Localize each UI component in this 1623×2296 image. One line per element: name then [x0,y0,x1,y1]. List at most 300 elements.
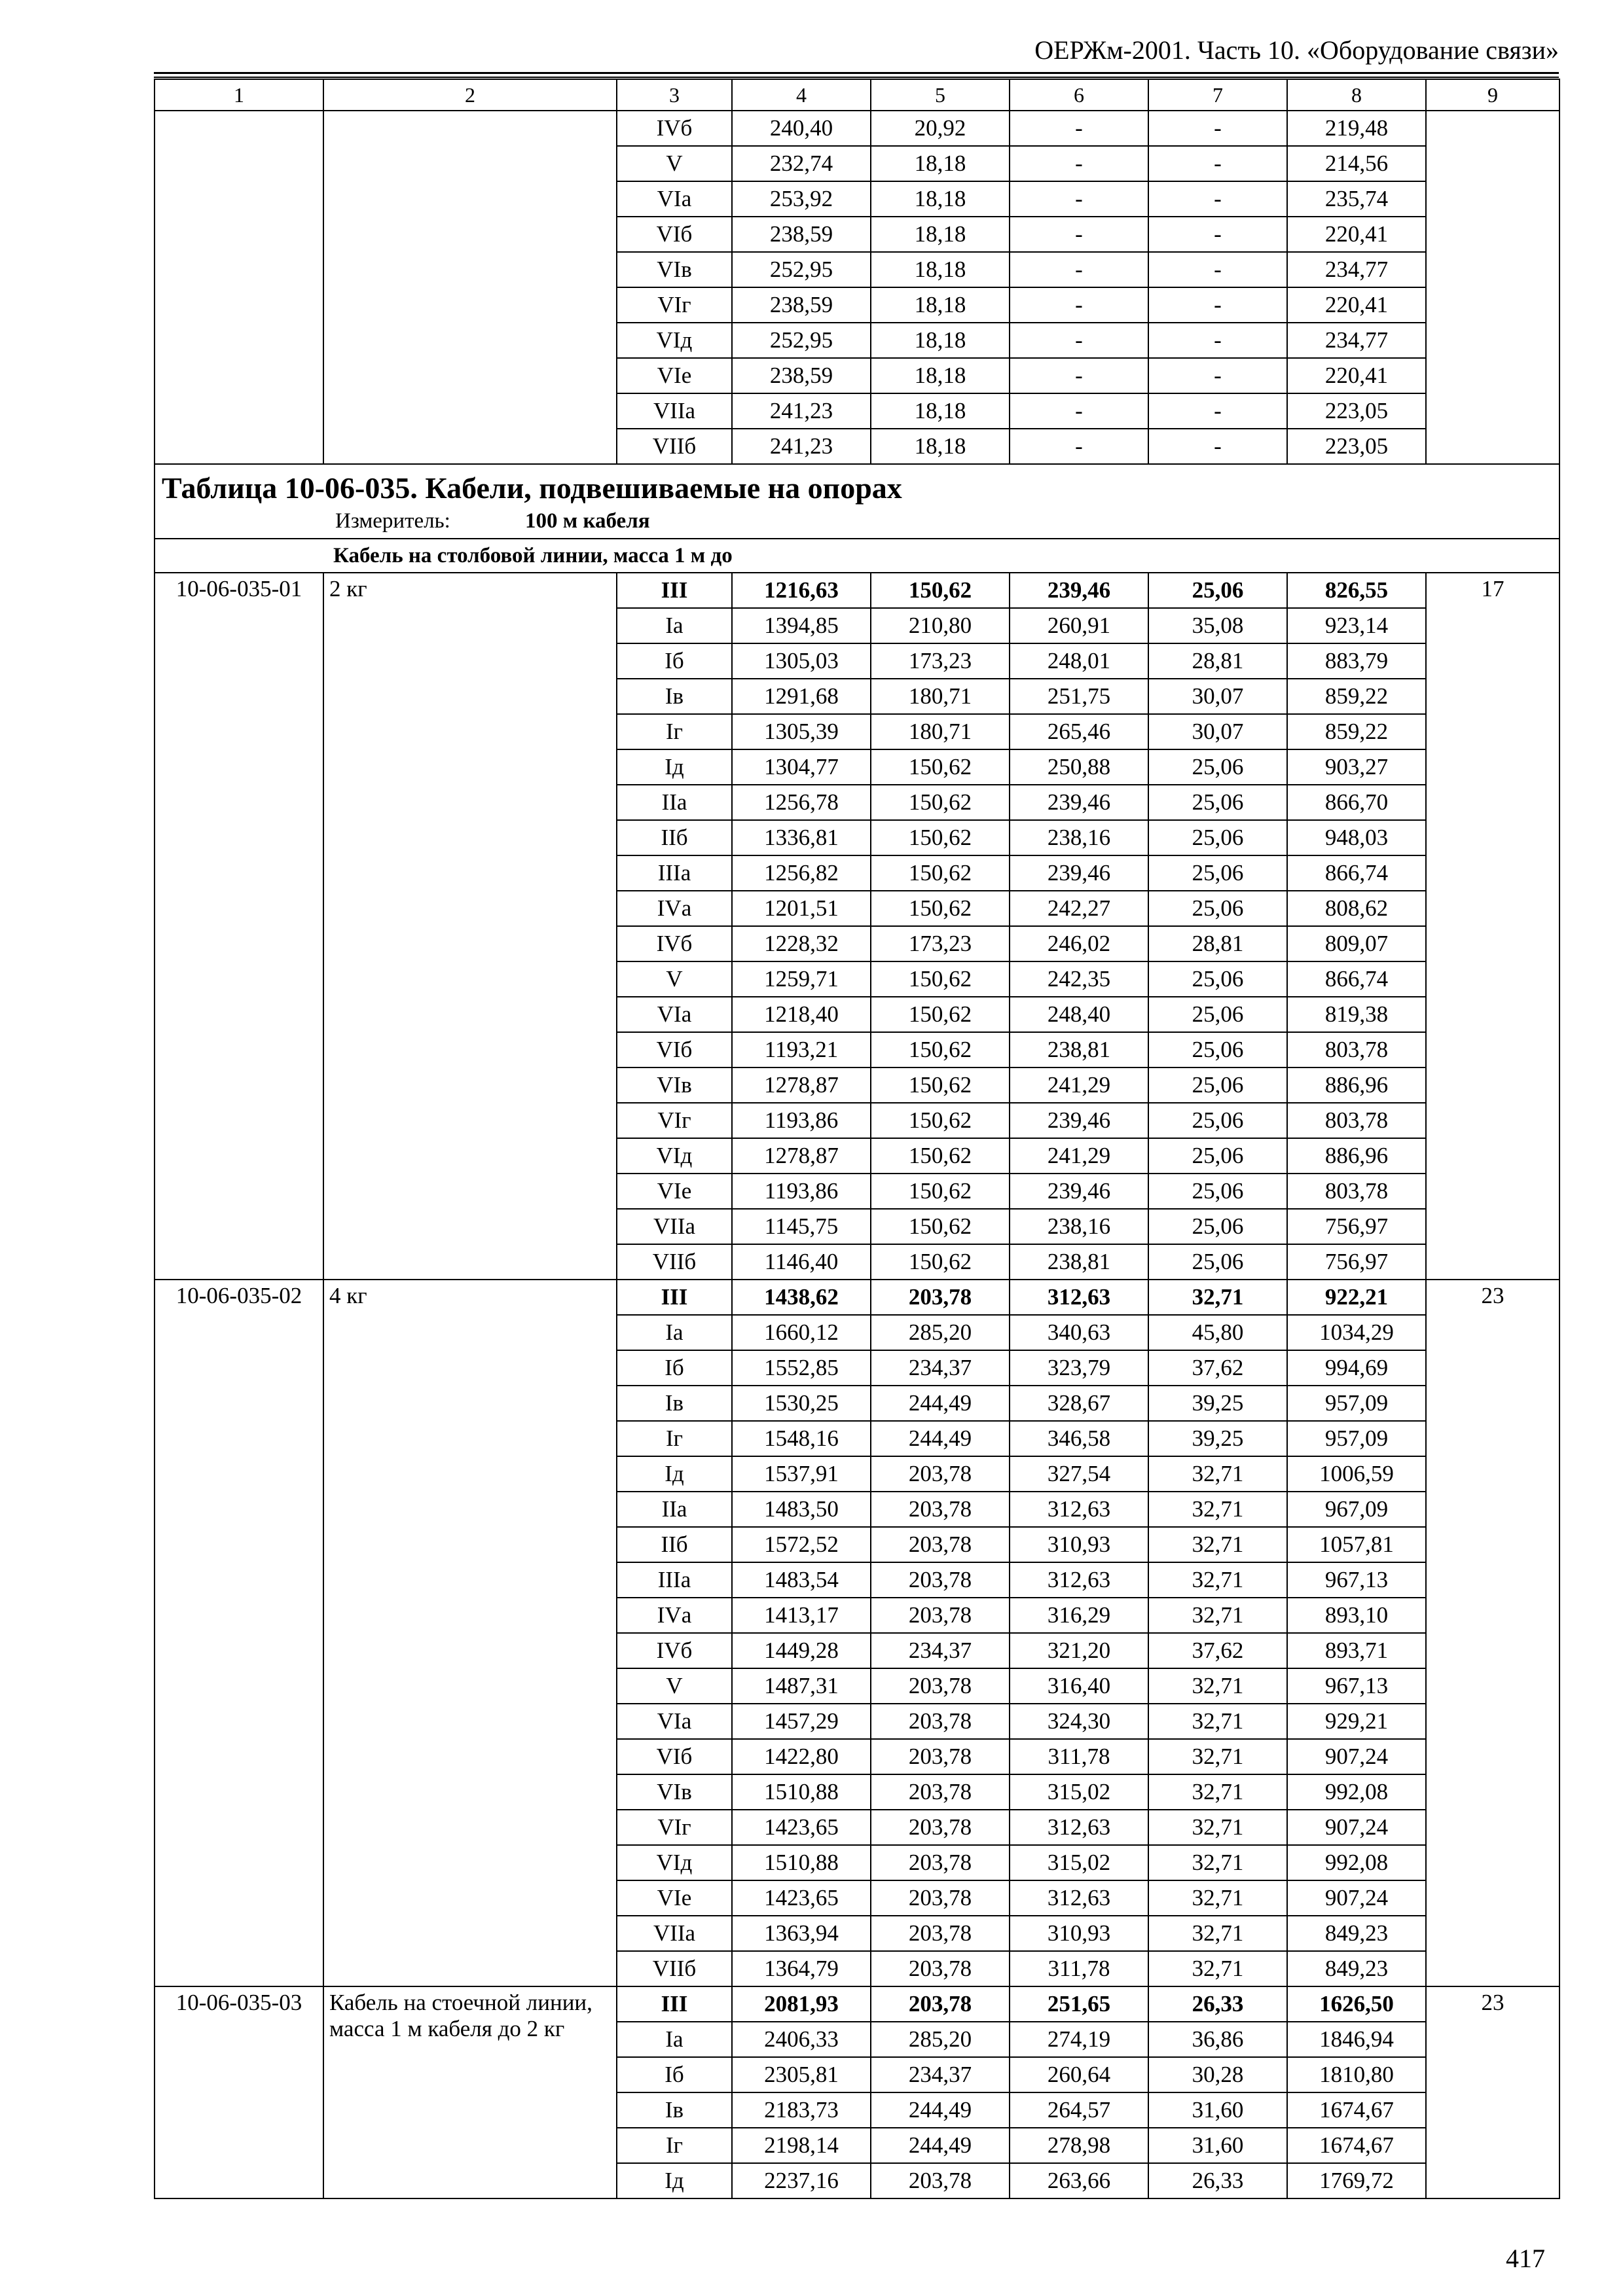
driver-wages-cell: - [1148,252,1287,287]
wages-cell: 203,78 [871,1456,1010,1492]
region-cell: Iд [617,1456,732,1492]
wages-cell: 180,71 [871,679,1010,714]
machine-cost-cell: 312,63 [1010,1880,1148,1916]
wages-cell: 203,78 [871,1810,1010,1845]
direct-cost-cell: 1305,03 [732,643,871,679]
region-cell: IVб [617,1633,732,1668]
driver-wages-cell: 39,25 [1148,1386,1287,1421]
machine-cost-cell: 311,78 [1010,1739,1148,1774]
materials-cell: 948,03 [1287,820,1426,855]
region-cell: IVб [617,111,732,146]
wages-cell: 203,78 [871,1845,1010,1880]
region-cell: VIв [617,252,732,287]
wages-cell: 18,18 [871,217,1010,252]
driver-wages-cell: 32,71 [1148,1774,1287,1810]
driver-wages-cell: 25,06 [1148,1209,1287,1244]
machine-cost-cell: - [1010,429,1148,464]
wages-cell: 203,78 [871,1527,1010,1562]
materials-cell: 907,24 [1287,1739,1426,1774]
materials-cell: 756,97 [1287,1244,1426,1280]
table-title-cell [155,464,1559,539]
materials-cell: 803,78 [1287,1103,1426,1138]
materials-cell: 967,13 [1287,1562,1426,1598]
region-cell: IIа [617,785,732,820]
machine-cost-cell: 340,63 [1010,1315,1148,1350]
materials-cell: 1057,81 [1287,1527,1426,1562]
wages-cell: 203,78 [871,1492,1010,1527]
driver-wages-cell: 28,81 [1148,926,1287,961]
wages-cell: 203,78 [871,1774,1010,1810]
driver-wages-cell: 32,71 [1148,1916,1287,1951]
code-cell [155,111,323,464]
driver-wages-cell: - [1148,217,1287,252]
driver-wages-cell: - [1148,287,1287,323]
region-cell: VIIб [617,1244,732,1280]
measure-label: Измеритель: [335,509,450,533]
machine-cost-cell: 238,81 [1010,1244,1148,1280]
direct-cost-cell: 1413,17 [732,1598,871,1633]
materials-cell: 893,71 [1287,1633,1426,1668]
driver-wages-cell: 37,62 [1148,1350,1287,1386]
materials-cell: 992,08 [1287,1845,1426,1880]
region-cell: VIе [617,358,732,393]
column-number: 1 [155,79,323,111]
wages-cell: 244,49 [871,1421,1010,1456]
materials-cell: 859,22 [1287,714,1426,749]
driver-wages-cell: 32,71 [1148,1951,1287,1986]
wages-cell: 203,78 [871,1562,1010,1598]
materials-cell: 1810,80 [1287,2057,1426,2092]
direct-cost-cell: 1256,82 [732,855,871,891]
driver-wages-cell: - [1148,358,1287,393]
direct-cost-cell: 238,59 [732,358,871,393]
wages-cell: 150,62 [871,855,1010,891]
machine-cost-cell: 239,46 [1010,573,1148,608]
table-title: Таблица 10-06-035. Кабели, подвешиваемые на опорах [162,471,902,505]
region-cell: Iб [617,1350,732,1386]
region-cell: Iг [617,714,732,749]
wages-cell: 20,92 [871,111,1010,146]
wages-cell: 173,23 [871,926,1010,961]
machine-cost-cell: 260,91 [1010,608,1148,643]
wages-cell: 173,23 [871,643,1010,679]
column-number: 2 [323,79,617,111]
region-cell: VIа [617,1704,732,1739]
driver-wages-cell: 25,06 [1148,749,1287,785]
wages-cell: 150,62 [871,1244,1010,1280]
region-cell: VIд [617,1138,732,1174]
machine-cost-cell: 278,98 [1010,2128,1148,2163]
region-cell: IIIа [617,855,732,891]
driver-wages-cell: 32,71 [1148,1527,1287,1562]
materials-cell: 929,21 [1287,1704,1426,1739]
machine-cost-cell: 264,57 [1010,2092,1148,2128]
column-number: 9 [1426,79,1559,111]
wages-cell: 18,18 [871,358,1010,393]
materials-cell: 992,08 [1287,1774,1426,1810]
machine-cost-cell: 239,46 [1010,1103,1148,1138]
driver-wages-cell: - [1148,146,1287,181]
direct-cost-cell: 1660,12 [732,1315,871,1350]
materials-cell: 809,07 [1287,926,1426,961]
machine-cost-cell: 312,63 [1010,1280,1148,1315]
machine-cost-cell: 242,27 [1010,891,1148,926]
driver-wages-cell: 32,71 [1148,1704,1287,1739]
driver-wages-cell: 30,07 [1148,679,1287,714]
driver-wages-cell: 25,06 [1148,891,1287,926]
machine-cost-cell: 246,02 [1010,926,1148,961]
direct-cost-cell: 1193,21 [732,1032,871,1067]
column-number: 8 [1287,79,1426,111]
wages-cell: 18,18 [871,323,1010,358]
machine-cost-cell: - [1010,146,1148,181]
materials-cell: 1769,72 [1287,2163,1426,2198]
direct-cost-cell: 1304,77 [732,749,871,785]
direct-cost-cell: 1537,91 [732,1456,871,1492]
region-cell: VIб [617,217,732,252]
direct-cost-cell: 240,40 [732,111,871,146]
objects-cell [1426,111,1559,464]
machine-cost-cell: 310,93 [1010,1916,1148,1951]
driver-wages-cell: 32,71 [1148,1280,1287,1315]
direct-cost-cell: 1278,87 [732,1067,871,1103]
region-cell: VIIа [617,1916,732,1951]
region-cell: III [617,1280,732,1315]
direct-cost-cell: 1552,85 [732,1350,871,1386]
wages-cell: 18,18 [871,429,1010,464]
region-cell: IIIа [617,1562,732,1598]
materials-cell: 826,55 [1287,573,1426,608]
materials-cell: 907,24 [1287,1810,1426,1845]
driver-wages-cell: 30,07 [1148,714,1287,749]
machine-cost-cell: - [1010,181,1148,217]
machine-cost-cell: 323,79 [1010,1350,1148,1386]
header-rule-thin [154,77,1559,78]
direct-cost-cell: 1364,79 [732,1951,871,1986]
wages-cell: 150,62 [871,1209,1010,1244]
wages-cell: 150,62 [871,1138,1010,1174]
region-cell: VIб [617,1032,732,1067]
wages-cell: 234,37 [871,1350,1010,1386]
materials-cell: 803,78 [1287,1174,1426,1209]
materials-cell: 756,97 [1287,1209,1426,1244]
machine-cost-cell: - [1010,217,1148,252]
wages-cell: 203,78 [871,1598,1010,1633]
machine-cost-cell: 238,16 [1010,820,1148,855]
materials-cell: 994,69 [1287,1350,1426,1386]
region-cell: IIа [617,1492,732,1527]
region-cell: III [617,573,732,608]
driver-wages-cell: 32,71 [1148,1562,1287,1598]
direct-cost-cell: 1278,87 [732,1138,871,1174]
wages-cell: 150,62 [871,1067,1010,1103]
wages-cell: 203,78 [871,2163,1010,2198]
region-cell: Iб [617,2057,732,2092]
region-cell: VIв [617,1774,732,1810]
region-cell: IIб [617,1527,732,1562]
driver-wages-cell: 28,81 [1148,643,1287,679]
materials-cell: 214,56 [1287,146,1426,181]
direct-cost-cell: 1193,86 [732,1174,871,1209]
region-cell: VIе [617,1880,732,1916]
driver-wages-cell: 25,06 [1148,1138,1287,1174]
table-row [155,1280,1559,1315]
machine-cost-cell: 274,19 [1010,2022,1148,2057]
objects-cell: 23 [1426,1280,1559,1986]
materials-cell: 234,77 [1287,323,1426,358]
wages-cell: 203,78 [871,1986,1010,2022]
wages-cell: 150,62 [871,573,1010,608]
wages-cell: 150,62 [871,997,1010,1032]
driver-wages-cell: 25,06 [1148,1032,1287,1067]
direct-cost-cell: 1457,29 [732,1704,871,1739]
materials-cell: 1674,67 [1287,2128,1426,2163]
region-cell: VIв [617,1067,732,1103]
machine-cost-cell: 241,29 [1010,1138,1148,1174]
machine-cost-cell: - [1010,111,1148,146]
machine-cost-cell: 321,20 [1010,1633,1148,1668]
description-cell: 4 кг [323,1280,617,1986]
region-cell: Iд [617,2163,732,2198]
region-cell: V [617,146,732,181]
direct-cost-cell: 1394,85 [732,608,871,643]
region-cell: IIб [617,820,732,855]
wages-cell: 285,20 [871,2022,1010,2057]
materials-cell: 922,21 [1287,1280,1426,1315]
column-number: 3 [617,79,732,111]
direct-cost-cell: 1423,65 [732,1880,871,1916]
objects-cell: 17 [1426,573,1559,1280]
materials-cell: 907,24 [1287,1880,1426,1916]
machine-cost-cell: - [1010,323,1148,358]
machine-cost-cell: 312,63 [1010,1810,1148,1845]
machine-cost-cell: 241,29 [1010,1067,1148,1103]
column-number: 6 [1010,79,1148,111]
wages-cell: 150,62 [871,749,1010,785]
wages-cell: 203,78 [871,1951,1010,1986]
direct-cost-cell: 2305,81 [732,2057,871,2092]
region-cell: VIд [617,323,732,358]
wages-cell: 234,37 [871,1633,1010,1668]
wages-cell: 203,78 [871,1280,1010,1315]
materials-cell: 1034,29 [1287,1315,1426,1350]
driver-wages-cell: 32,71 [1148,1810,1287,1845]
machine-cost-cell: 312,63 [1010,1492,1148,1527]
materials-cell: 893,10 [1287,1598,1426,1633]
direct-cost-cell: 1145,75 [732,1209,871,1244]
direct-cost-cell: 1483,54 [732,1562,871,1598]
wages-cell: 18,18 [871,181,1010,217]
materials-cell: 903,27 [1287,749,1426,785]
driver-wages-cell: 32,71 [1148,1880,1287,1916]
region-cell: V [617,961,732,997]
direct-cost-cell: 2081,93 [732,1986,871,2022]
wages-cell: 203,78 [871,1880,1010,1916]
driver-wages-cell: - [1148,181,1287,217]
table-row [155,1986,1559,2022]
region-cell: VIа [617,181,732,217]
region-cell: III [617,1986,732,2022]
machine-cost-cell: 315,02 [1010,1845,1148,1880]
region-cell: Iа [617,608,732,643]
materials-cell: 235,74 [1287,181,1426,217]
direct-cost-cell: 1438,62 [732,1280,871,1315]
wages-cell: 18,18 [871,393,1010,429]
machine-cost-cell: 310,93 [1010,1527,1148,1562]
region-cell: VIб [617,1739,732,1774]
driver-wages-cell: 35,08 [1148,608,1287,643]
rates-table [154,79,1560,2199]
direct-cost-cell: 1530,25 [732,1386,871,1421]
measure-line [162,508,1552,534]
direct-cost-cell: 1423,65 [732,1810,871,1845]
wages-cell: 18,18 [871,146,1010,181]
direct-cost-cell: 2198,14 [732,2128,871,2163]
region-cell: Iг [617,1421,732,1456]
machine-cost-cell: 250,88 [1010,749,1148,785]
machine-cost-cell: 239,46 [1010,1174,1148,1209]
materials-cell: 866,74 [1287,855,1426,891]
page-number: 417 [1506,2244,1545,2273]
materials-cell: 234,77 [1287,252,1426,287]
region-cell: IVа [617,1598,732,1633]
materials-cell: 886,96 [1287,1138,1426,1174]
region-cell: Iд [617,749,732,785]
machine-cost-cell: 260,64 [1010,2057,1148,2092]
region-cell: Iв [617,679,732,714]
driver-wages-cell: 36,86 [1148,2022,1287,2057]
region-cell: Iа [617,2022,732,2057]
driver-wages-cell: 32,71 [1148,1739,1287,1774]
wages-cell: 150,62 [871,1032,1010,1067]
column-number-row [155,79,1559,111]
table-row [155,111,1559,146]
table-row [155,573,1559,608]
direct-cost-cell: 1216,63 [732,573,871,608]
direct-cost-cell: 2237,16 [732,2163,871,2198]
wages-cell: 285,20 [871,1315,1010,1350]
code-cell: 10-06-035-01 [155,573,323,1280]
wages-cell: 180,71 [871,714,1010,749]
wages-cell: 150,62 [871,891,1010,926]
materials-cell: 923,14 [1287,608,1426,643]
direct-cost-cell: 1548,16 [732,1421,871,1456]
wages-cell: 203,78 [871,1704,1010,1739]
wages-cell: 150,62 [871,820,1010,855]
measure-value: 100 м кабеля [525,509,650,533]
direct-cost-cell: 1228,32 [732,926,871,961]
wages-cell: 244,49 [871,1386,1010,1421]
direct-cost-cell: 252,95 [732,323,871,358]
region-cell: VIг [617,287,732,323]
wages-cell: 150,62 [871,1103,1010,1138]
direct-cost-cell: 1510,88 [732,1845,871,1880]
region-cell: VIIа [617,1209,732,1244]
materials-cell: 849,23 [1287,1951,1426,1986]
section-heading-row [155,539,1559,573]
machine-cost-cell: 315,02 [1010,1774,1148,1810]
direct-cost-cell: 253,92 [732,181,871,217]
header-rule [154,72,1559,74]
direct-cost-cell: 238,59 [732,287,871,323]
driver-wages-cell: 25,06 [1148,1103,1287,1138]
driver-wages-cell: 25,06 [1148,1174,1287,1209]
region-cell: VIа [617,997,732,1032]
driver-wages-cell: 25,06 [1148,785,1287,820]
machine-cost-cell: 251,75 [1010,679,1148,714]
direct-cost-cell: 1449,28 [732,1633,871,1668]
machine-cost-cell: 248,40 [1010,997,1148,1032]
direct-cost-cell: 252,95 [732,252,871,287]
region-cell: IVб [617,926,732,961]
code-cell: 10-06-035-03 [155,1986,323,2198]
region-cell: V [617,1668,732,1704]
region-cell: VIIб [617,1951,732,1986]
machine-cost-cell: 324,30 [1010,1704,1148,1739]
materials-cell: 859,22 [1287,679,1426,714]
direct-cost-cell: 1291,68 [732,679,871,714]
direct-cost-cell: 241,23 [732,429,871,464]
machine-cost-cell: 251,65 [1010,1986,1148,2022]
region-cell: Iа [617,1315,732,1350]
section-heading: Кабель на столбовой линии, масса 1 м до [155,539,1559,573]
driver-wages-cell: 32,71 [1148,1845,1287,1880]
materials-cell: 1846,94 [1287,2022,1426,2057]
materials-cell: 219,48 [1287,111,1426,146]
direct-cost-cell: 1572,52 [732,1527,871,1562]
driver-wages-cell: - [1148,111,1287,146]
driver-wages-cell: 25,06 [1148,1067,1287,1103]
direct-cost-cell: 238,59 [732,217,871,252]
driver-wages-cell: 32,71 [1148,1492,1287,1527]
machine-cost-cell: - [1010,252,1148,287]
region-cell: Iв [617,1386,732,1421]
driver-wages-cell: 31,60 [1148,2128,1287,2163]
wages-cell: 210,80 [871,608,1010,643]
machine-cost-cell: 242,35 [1010,961,1148,997]
wages-cell: 150,62 [871,1174,1010,1209]
materials-cell: 886,96 [1287,1067,1426,1103]
region-cell: Iв [617,2092,732,2128]
wages-cell: 203,78 [871,1668,1010,1704]
direct-cost-cell: 1146,40 [732,1244,871,1280]
driver-wages-cell: 25,06 [1148,820,1287,855]
materials-cell: 220,41 [1287,287,1426,323]
materials-cell: 819,38 [1287,997,1426,1032]
driver-wages-cell: 32,71 [1148,1598,1287,1633]
region-cell: Iб [617,643,732,679]
materials-cell: 866,70 [1287,785,1426,820]
driver-wages-cell: 39,25 [1148,1421,1287,1456]
materials-cell: 967,13 [1287,1668,1426,1704]
driver-wages-cell: 25,06 [1148,855,1287,891]
wages-cell: 203,78 [871,1916,1010,1951]
driver-wages-cell: 31,60 [1148,2092,1287,2128]
materials-cell: 866,74 [1287,961,1426,997]
driver-wages-cell: - [1148,393,1287,429]
direct-cost-cell: 1336,81 [732,820,871,855]
direct-cost-cell: 1259,71 [732,961,871,997]
description-cell [323,111,617,464]
materials-cell: 1006,59 [1287,1456,1426,1492]
materials-cell: 223,05 [1287,393,1426,429]
machine-cost-cell: - [1010,393,1148,429]
direct-cost-cell: 1510,88 [732,1774,871,1810]
description-cell: Кабель на стоечной линии, масса 1 м кабеля до 2 кг [323,1986,617,2198]
direct-cost-cell: 232,74 [732,146,871,181]
machine-cost-cell: 316,40 [1010,1668,1148,1704]
materials-cell: 1674,67 [1287,2092,1426,2128]
